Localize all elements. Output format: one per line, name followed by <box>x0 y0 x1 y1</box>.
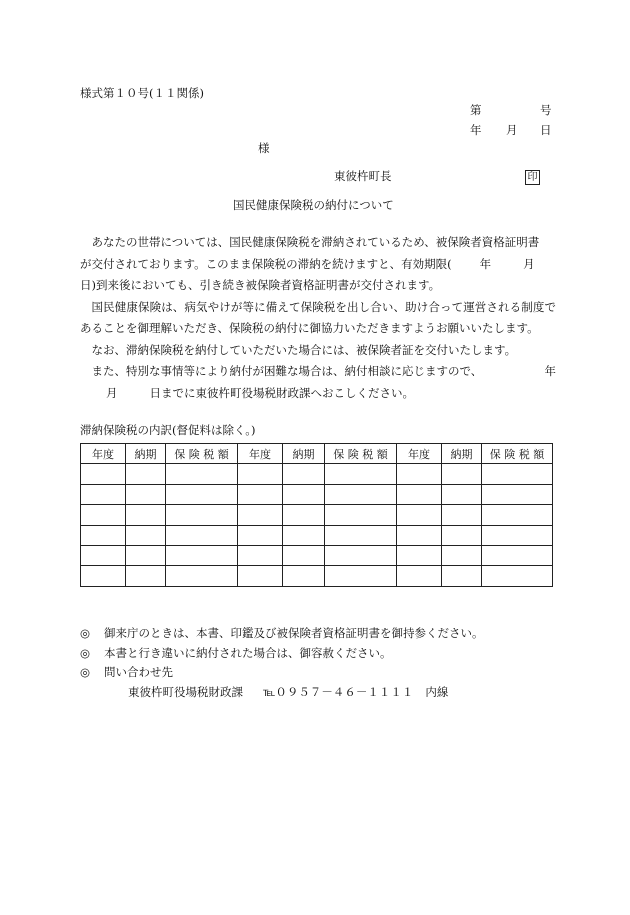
table-cell <box>81 505 126 525</box>
header-payment-period: 納期 <box>126 444 166 464</box>
document-title: 国民健康保険税の納付について <box>233 198 394 212</box>
table-cell <box>283 464 325 484</box>
form-number: 様式第１０号(１１関係) <box>80 86 204 100</box>
table-row <box>81 566 553 586</box>
body-line-2 <box>80 254 556 276</box>
body-line-1: あなたの世帯については、国民健康保険税を滞納されているため、被保険者資格証明書 <box>91 235 540 249</box>
body-line-3: 日)到来後においても、引き続き被保険者資格証明書が交付されます。 <box>80 278 441 292</box>
table-cell <box>238 464 283 484</box>
consult-month: 月 <box>106 385 118 400</box>
contact-extension: 内線 <box>425 685 449 699</box>
table-row <box>81 464 553 484</box>
date-month: 月 <box>506 123 518 137</box>
table-cell <box>283 505 325 525</box>
table-caption: 滞納保険税の内訳(督促料は除く。) <box>80 423 256 437</box>
table-cell <box>166 545 238 565</box>
table-cell <box>166 484 238 504</box>
table-cell <box>397 566 442 586</box>
table-cell <box>126 566 166 586</box>
table-row <box>81 545 553 565</box>
body-paragraph-4-line-1 <box>80 361 556 383</box>
table-row <box>81 525 553 545</box>
table-cell <box>325 545 397 565</box>
double-circle-icon: ◎ <box>80 665 91 679</box>
table-cell <box>325 464 397 484</box>
addressee-suffix: 様 <box>258 141 270 155</box>
table-cell <box>442 505 482 525</box>
table-cell <box>81 464 126 484</box>
body-paragraph-4-line-2 <box>80 383 556 405</box>
note-text: 御来庁のときは、本書、印鑑及び被保険者資格証明書を御持参ください。 <box>104 626 484 640</box>
table-cell <box>442 525 482 545</box>
table-cell <box>397 505 442 525</box>
table-cell <box>397 525 442 545</box>
table-cell <box>166 566 238 586</box>
table-header-row <box>81 444 553 464</box>
table-cell <box>126 464 166 484</box>
date-year: 年 <box>470 123 482 137</box>
table-cell <box>238 525 283 545</box>
note-text: 本書と行き違いに納付された場合は、御容赦ください。 <box>104 646 392 660</box>
table-cell <box>482 566 553 586</box>
header-payment-period: 納期 <box>442 444 482 464</box>
issuer-name: 東彼杵町長 <box>334 169 392 183</box>
table-cell <box>325 484 397 504</box>
document-number-suffix: 号 <box>540 103 552 117</box>
consult-deadline-text: 日までに東彼杵町役場税財政課へおこしください。 <box>149 385 414 400</box>
table-cell <box>442 566 482 586</box>
date-day: 日 <box>540 123 552 137</box>
double-circle-icon: ◎ <box>80 646 91 660</box>
official-seal-mark: 印 <box>525 170 540 185</box>
table-cell <box>238 484 283 504</box>
note-item <box>80 628 484 640</box>
body-text <box>80 232 556 404</box>
table-cell <box>397 484 442 504</box>
note-item <box>80 667 173 679</box>
document-number-prefix: 第 <box>470 103 482 117</box>
header-fiscal-year: 年度 <box>397 444 442 464</box>
validity-year: 年 <box>479 256 492 271</box>
table-cell <box>238 505 283 525</box>
table-cell <box>81 484 126 504</box>
body-paragraph-3: なお、滞納保険税を納付していただいた場合には、被保険者証を交付いたします。 <box>91 342 517 357</box>
note-item <box>80 648 392 660</box>
header-tax-amount: 保 険 税 額 <box>482 444 553 464</box>
contact-phone: ０９５７－４６－１１１１ <box>275 685 414 699</box>
contact-office: 東彼杵町役場税財政課 <box>128 685 243 699</box>
table-cell <box>283 484 325 504</box>
note-text: 問い合わせ先 <box>104 665 173 679</box>
table-cell <box>126 545 166 565</box>
table-cell <box>397 464 442 484</box>
table-cell <box>482 505 553 525</box>
table-cell <box>238 545 283 565</box>
header-payment-period: 納期 <box>283 444 325 464</box>
table-cell <box>126 525 166 545</box>
table-cell <box>81 525 126 545</box>
table-cell <box>482 525 553 545</box>
table-cell <box>442 484 482 504</box>
arrears-breakdown-table <box>80 443 553 587</box>
validity-month: 月 <box>523 256 535 271</box>
table-cell <box>238 566 283 586</box>
table-cell <box>482 484 553 504</box>
body-paragraph-2: 国民健康保険は、病気やけが等に備えて保険税を出し合い、助け合って運営される制度であることを御理解いただき、保険税の納付に御協力いただきますようお願いいたします。 <box>80 299 556 335</box>
table-cell <box>283 525 325 545</box>
header-tax-amount: 保 険 税 額 <box>166 444 238 464</box>
table-cell <box>126 484 166 504</box>
table-cell <box>482 545 553 565</box>
double-circle-icon: ◎ <box>80 626 91 640</box>
contact-line <box>128 687 448 699</box>
table-row <box>81 484 553 504</box>
header-fiscal-year: 年度 <box>238 444 283 464</box>
table-cell <box>325 525 397 545</box>
table-cell <box>397 545 442 565</box>
consult-year: 年 <box>544 364 556 378</box>
table-cell <box>283 545 325 565</box>
table-cell <box>126 505 166 525</box>
table-row <box>81 505 553 525</box>
table-cell <box>442 464 482 484</box>
header-fiscal-year: 年度 <box>81 444 126 464</box>
table-cell <box>166 505 238 525</box>
table-cell <box>81 566 126 586</box>
phone-icon: ℡ <box>263 685 276 699</box>
table-cell <box>166 464 238 484</box>
table-cell <box>166 525 238 545</box>
header-tax-amount: 保 険 税 額 <box>325 444 397 464</box>
table-cell <box>81 545 126 565</box>
table-cell <box>325 566 397 586</box>
body-paragraph-4-text: また、特別な事情等により納付が困難な場合は、納付相談に応じますので、 <box>91 364 483 378</box>
table-cell <box>442 545 482 565</box>
table-body <box>81 464 553 586</box>
body-line-2-text: が交付されております。このまま保険税の滞納を続けますと、有効期限( <box>80 256 452 271</box>
table-cell <box>283 566 325 586</box>
table-cell <box>325 505 397 525</box>
table-cell <box>482 464 553 484</box>
